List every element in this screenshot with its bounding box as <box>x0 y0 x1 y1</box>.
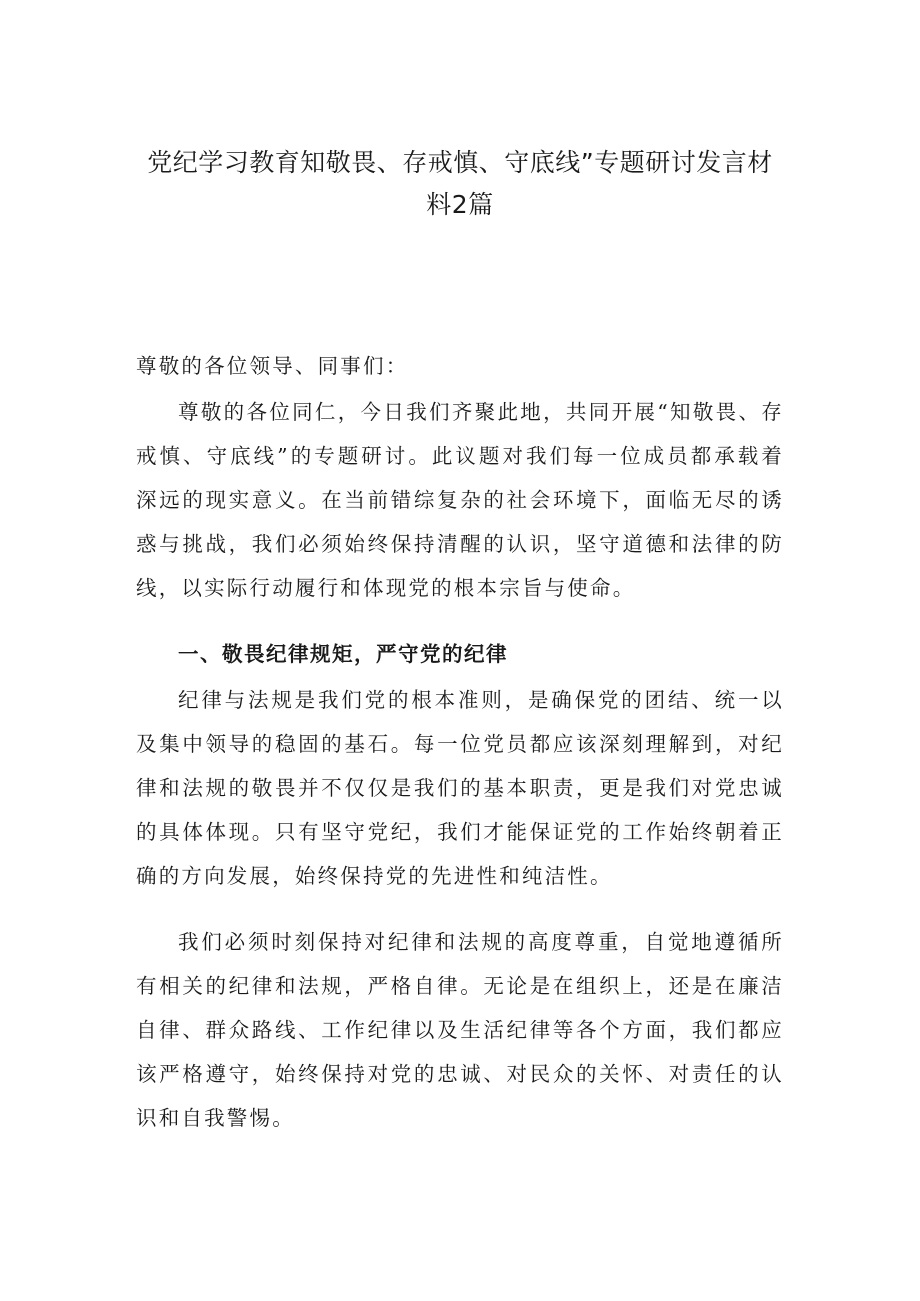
paragraph-discipline-foundation: 纪律与法规是我们党的根本准则，是确保党的团结、统一以及集中领导的稳固的基石。每一位党员都应该深刻理解到，对纪律和法规的敬畏并不仅仅是我们的基本职责，更是我们对党忠诚的具体体现。只有坚守党纪，我们才能保证党的工作始终朝着正确的方向发展，始终保持党的先进性和纯洁性。 <box>136 688 784 888</box>
section-heading-1: 一、敬畏纪律规矩，严守党的纪律 <box>178 642 508 666</box>
document-title: 党纪学习教育知敬畏、存戒慎、守底线”专题研讨发言材料2篇 <box>147 148 773 219</box>
salutation: 尊敬的各位领导、同事们： <box>136 354 409 378</box>
paragraph-discipline-respect: 我们必须时刻保持对纪律和法规的高度尊重，自觉地遵循所有相关的纪律和法规，严格自律。无论是在组织上，还是在廉洁自律、群众路线、工作纪律以及生活纪律等各个方面，我们都应该严格遵守，始终保持对党的忠诚、对民众的关怀、对责任的认识和自我警惕。 <box>136 930 784 1130</box>
paragraph-intro: 尊敬的各位同仁，今日我们齐聚此地，共同开展“知敬畏、存戒慎、守底线”的专题研讨。此议题对我们每一位成员都承载着深远的现实意义。在当前错综复杂的社会环境下，面临无尽的诱惑与挑战，我们必须始终保持清醒的认识，坚守道德和法律的防线，以实际行动履行和体现党的根本宗旨与使命。 <box>136 400 784 600</box>
